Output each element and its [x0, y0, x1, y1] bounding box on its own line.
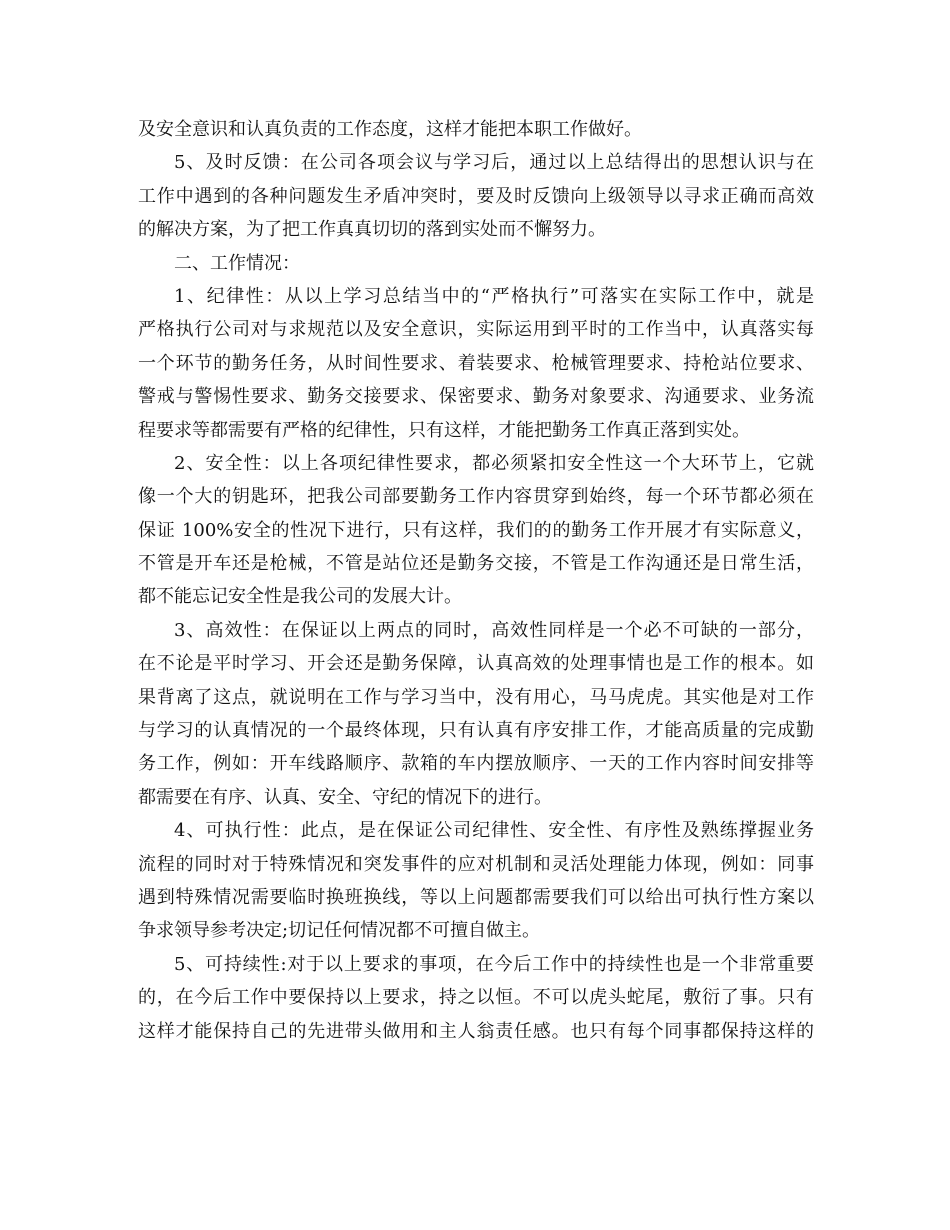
text-line: 都不能忘记安全性是我公司的发展大计。 — [138, 586, 462, 608]
document-body — [138, 113, 814, 1048]
section-heading: 二、工作情况： — [174, 252, 300, 274]
text-line: 3、高效性：在保证以上两点的同时，高效性同样是一个必不可缺的一部分， — [174, 619, 814, 641]
text-line: 5、及时反馈：在公司各项会议与学习后，通过以上总结得出的思想认识与在 — [174, 152, 814, 174]
text-line: 争求领导参考决定;切记任何情况都不可擅自做主。 — [138, 920, 541, 942]
text-line: 保证 100%安全的性况下进行，只有这样，我们的的勤务工作开展才有实际意义， — [138, 519, 814, 541]
text-line: 都需要在有序、认真、安全、守纪的情况下的进行。 — [138, 786, 552, 808]
text-line: 不管是开车还是枪械，不管是站位还是勤务交接，不管是工作沟通还是日常生活， — [138, 553, 814, 575]
text-line: 程要求等都需要有严格的纪律性，只有这样，才能把勤务工作真正落到实处。 — [138, 419, 750, 441]
text-line: 的，在今后工作中要保持以上要求，持之以恒。不可以虎头蛇尾，敷衍了事。只有 — [138, 987, 814, 1009]
text-line: 2、安全性：以上各项纪律性要求，都必须紧扣安全性这一个大环节上，它就 — [174, 452, 814, 474]
text-line: 像一个大的钥匙环，把我公司部要勤务工作内容贯穿到始终，每一个环节都必须在 — [138, 486, 814, 508]
text-line: 流程的同时对于特殊情况和突发事件的应对机制和灵活处理能力体现，例如：同事 — [138, 853, 814, 875]
text-line: 果背离了这点，就说明在工作与学习当中，没有用心，马马虎虎。其实他是对工作 — [138, 686, 814, 708]
text-line: 1、纪律性：从以上学习总结当中的“严格执行”可落实在实际工作中，就是 — [174, 285, 814, 307]
text-line: 在不论是平时学习、开会还是勤务保障，认真高效的处理事情也是工作的根本。如 — [138, 653, 814, 675]
text-line: 一个环节的勤务任务，从时间性要求、着装要求、枪械管理要求、持枪站位要求、 — [138, 352, 814, 374]
text-line: 5、可持续性:对于以上要求的事项，在今后工作中的持续性也是一个非常重要 — [174, 953, 814, 975]
text-line: 4、可执行性：此点，是在保证公司纪律性、安全性、有序性及熟练撑握业务 — [174, 820, 814, 842]
text-line: 工作中遇到的各种问题发生矛盾冲突时，要及时反馈向上级领导以寻求正确而高效 — [138, 185, 814, 207]
text-line: 及安全意识和认真负责的工作态度，这样才能把本职工作做好。 — [138, 119, 642, 140]
text-line: 与学习的认真情况的一个最终体现，只有认真有序安排工作，才能高质量的完成勤 — [138, 720, 814, 742]
text-line: 严格执行公司对与求规范以及安全意识，实际运用到平时的工作当中，认真落实每 — [138, 319, 814, 341]
text-line: 警戒与警惕性要求、勤务交接要求、保密要求、勤务对象要求、沟通要求、业务流 — [138, 386, 814, 408]
text-line: 遇到特殊情况需要临时换班换线，等以上问题都需要我们可以给出可执行性方案以 — [138, 886, 814, 908]
text-line: 务工作，例如：开车线路顺序、款箱的车内摆放顺序、一天的工作内容时间安排等 — [138, 753, 814, 775]
text-line: 这样才能保持自己的先进带头做用和主人翁责任感。也只有每个同事都保持这样的 — [138, 1020, 814, 1042]
text-line: 的解决方案，为了把工作真真切切的落到实处而不懈努力。 — [138, 219, 606, 241]
